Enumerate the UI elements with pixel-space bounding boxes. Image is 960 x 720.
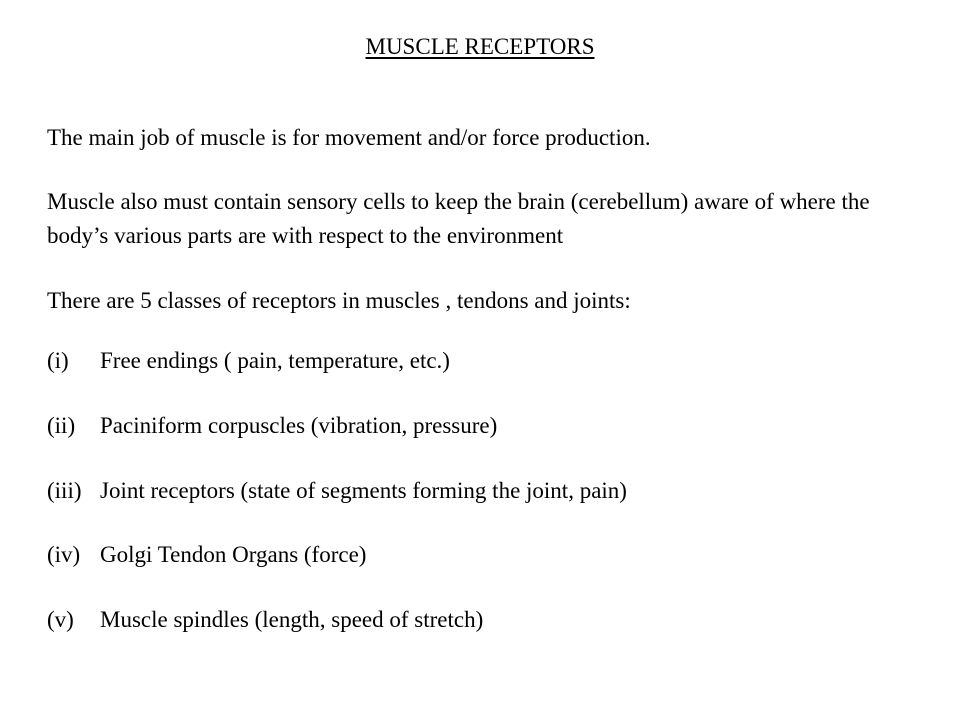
sensory-paragraph: Muscle also must contain sensory cells to keep the brain (cerebellum) aware of where the body’s various parts are with respect to the environment: [47, 189, 870, 248]
list-item-number: (ii): [47, 413, 76, 438]
list-item-text: Paciniform corpuscles (vibration, pressure): [100, 413, 498, 438]
list-item-text: Free endings ( pain, temperature, etc.): [100, 348, 450, 373]
page-title: MUSCLE RECEPTORS: [365, 34, 595, 59]
list-item-number: (iv): [47, 542, 81, 567]
list-item-number: (iii): [47, 478, 82, 503]
intro-paragraph: The main job of muscle is for movement and/or force production.: [47, 125, 651, 150]
list-item-text: Joint receptors (state of segments forming the joint, pain): [100, 478, 627, 503]
classes-paragraph: There are 5 classes of receptors in muscles , tendons and joints:: [47, 288, 631, 313]
list-item-text: Muscle spindles (length, speed of stretch): [100, 607, 484, 632]
list-item-number: (v): [47, 607, 74, 632]
list-item-text: Golgi Tendon Organs (force): [100, 542, 367, 567]
list-item-number: (i): [47, 348, 69, 373]
